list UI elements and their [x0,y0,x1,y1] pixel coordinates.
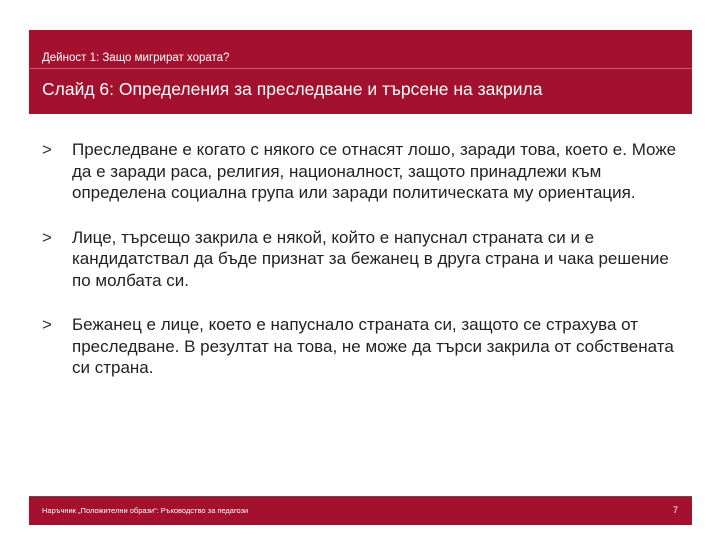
bullet-marker: > [42,227,52,247]
page-number: 7 [672,505,678,515]
activity-subtitle: Дейност 1: Защо мигрират хората? [42,52,230,64]
bullet-item-persecution [42,139,692,204]
bullet-text: Бежанец е лице, което е напуснало страната си, защото се страхува от преследване. В резултат на това, не може да търси закрила от собствената си страна. [72,315,674,377]
header-divider [29,68,692,69]
slide-footer [29,497,692,525]
bullet-text: Лице, търсещо закрила е някой, който е напуснал страната си и е кандидатствал да бъде признат за бежанец в друга страна и чака решение по молбата си. [72,227,669,290]
bullet-text: Преследване е когато с някого се отнасят лошо, заради това, което е. Може да е заради раса, религия, националност, защото принадлежи към определена социална група или заради политическата му ориентация. [72,140,677,202]
bullet-marker: > [42,140,52,159]
slide-title: Слайд 6: Определения за преследване и търсене на закрила [42,79,543,99]
bullet-item-asylum-seeker [42,227,692,292]
slide-header [29,30,692,114]
footer-source: Наръчник „Положителни образи“: Ръководство за педагози [42,506,249,515]
bullet-list [42,139,692,402]
bullet-item-refugee [42,314,692,379]
bullet-marker: > [42,315,52,334]
